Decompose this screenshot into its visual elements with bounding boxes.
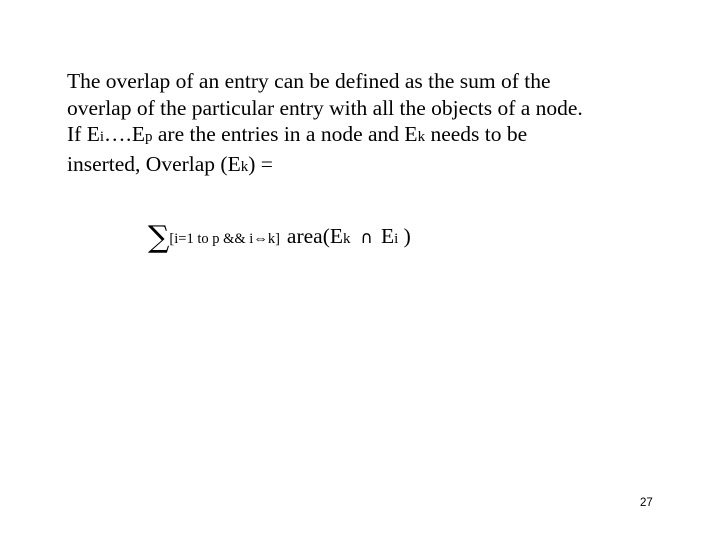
subscript-i: i: [394, 231, 399, 247]
paragraph-line-4: [67, 151, 687, 181]
subscript-i: i: [99, 129, 104, 145]
text-segment: E: [131, 122, 146, 146]
text-segment: are the entries in a node and E: [152, 122, 418, 146]
page-number: 27: [640, 497, 653, 509]
subscript-p: p: [145, 129, 153, 145]
overlap-formula: [148, 220, 411, 255]
text-segment: inserted, Overlap (E: [67, 151, 241, 176]
text-segment: ) =: [248, 151, 273, 176]
summation-range: [i=1 to p && i⇔k]: [169, 231, 280, 247]
intersection-symbol: ∩: [360, 228, 373, 248]
closing-paren: ): [398, 224, 411, 248]
subscript-k: k: [240, 158, 249, 175]
paragraph-line-2: overlap of the particular entry with all the objects of a node.: [67, 95, 583, 120]
text-segment: If E: [67, 122, 100, 146]
definition-paragraph: [67, 68, 687, 180]
paragraph-line-3: [67, 121, 687, 151]
ellipsis: ….: [104, 122, 132, 146]
paragraph-line-1: The overlap of an entry can be defined as the sum of the: [67, 69, 551, 93]
text-segment: needs to be: [425, 122, 528, 146]
entry-e: E: [380, 224, 395, 248]
sigma-symbol: ∑: [148, 220, 170, 255]
subscript-k: k: [343, 231, 351, 247]
area-function: area(E: [286, 224, 343, 248]
subscript-k: k: [417, 129, 426, 145]
